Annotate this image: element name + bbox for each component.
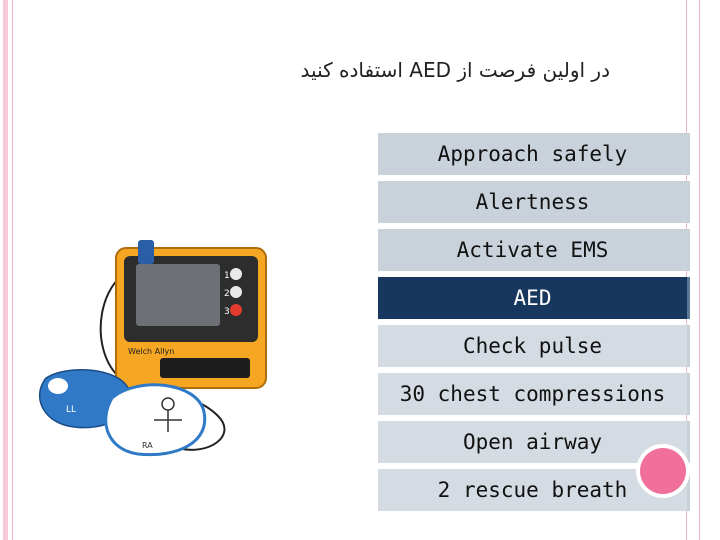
aed-illustration xyxy=(28,226,280,470)
step-approach-safely: Approach safely xyxy=(378,133,690,175)
step-aed-highlighted: AED xyxy=(378,277,690,319)
button-label-1: 1 xyxy=(224,271,230,281)
left-border-decoration xyxy=(0,0,13,540)
device-brand-label: Welch Allyn xyxy=(128,347,175,356)
button-label-3: 3 xyxy=(224,307,230,317)
step-rescue-breath: 2 rescue breath xyxy=(378,469,690,511)
slide-title: در اولین فرصت از AED استفاده کنید xyxy=(300,58,610,82)
pad-right-label: RA xyxy=(142,441,153,450)
pad-left-label: LL xyxy=(66,405,77,415)
step-activate-ems: Activate EMS xyxy=(378,229,690,271)
button-label-2: 2 xyxy=(224,289,230,299)
aed-device-photo xyxy=(28,226,280,470)
decorative-pink-circle xyxy=(640,448,686,494)
step-check-pulse: Check pulse xyxy=(378,325,690,367)
step-open-airway: Open airway xyxy=(378,421,690,463)
step-alertness: Alertness xyxy=(378,181,690,223)
step-chest-compressions: 30 chest compressions xyxy=(378,373,690,415)
